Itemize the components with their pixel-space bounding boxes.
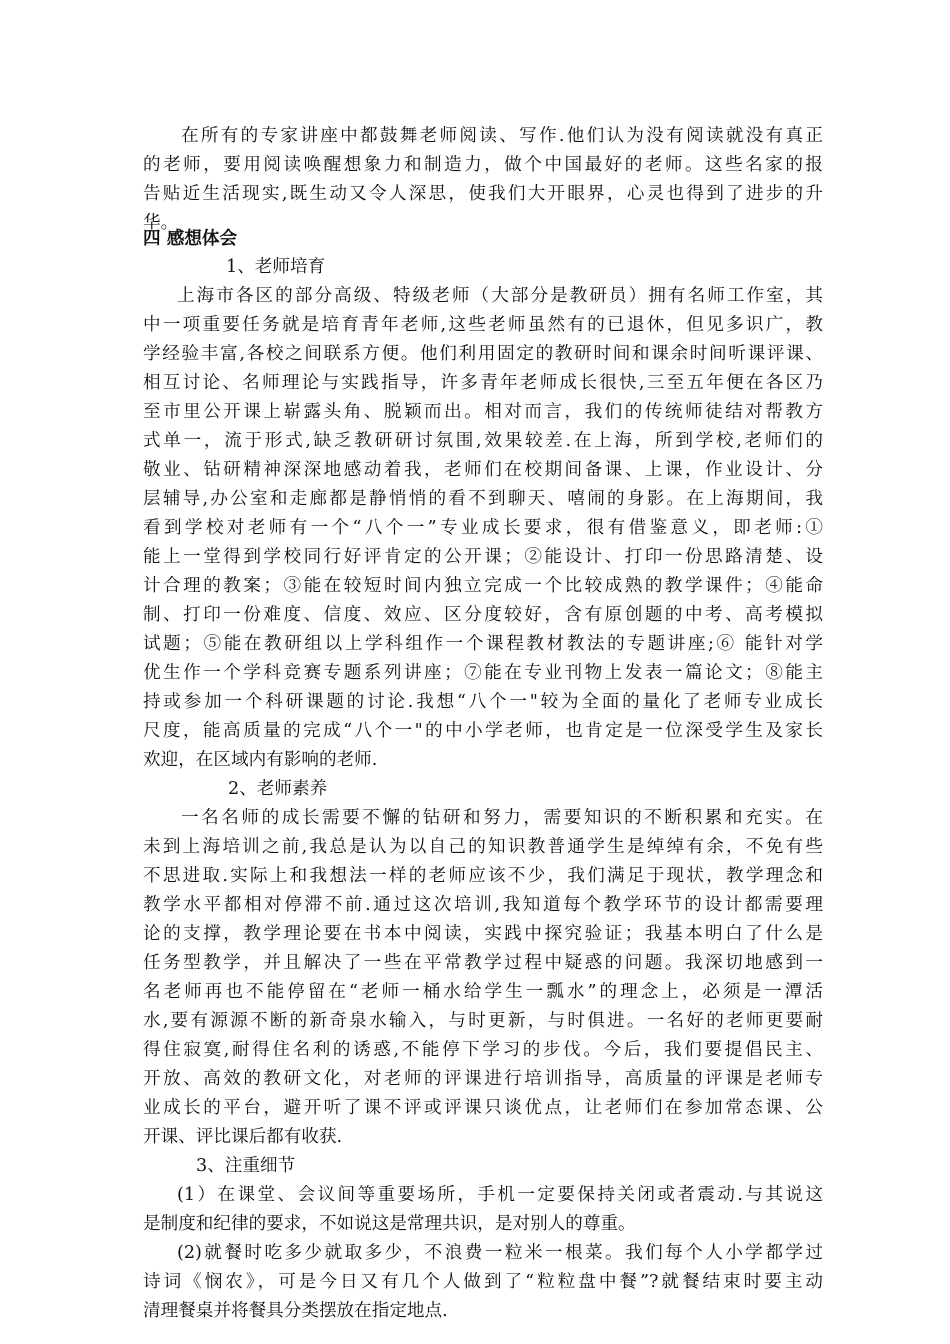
- text-line: 敬业、钻研精神深深地感动着我，老师们在校期间备课、上课，作业设计、分: [143, 460, 823, 480]
- text-line: 持或参加一个科研课题的讨论.我想“八个一"较为全面的量化了老师专业成长: [143, 692, 823, 712]
- text-line: 式单一，流于形式,缺乏教研研讨氛围,效果较差.在上海，所到学校,老师们的: [143, 431, 823, 451]
- text-line: 开放、高效的教研文化，对老师的评课进行培训指导，高质量的评课是老师专: [143, 1069, 823, 1089]
- text-line: 的老师，要用阅读唤醒想象力和制造力，做个中国最好的老师。这些名家的报: [143, 155, 823, 175]
- text-line: 华。: [143, 213, 179, 233]
- text-line: 学经验丰富,各校之间联系方便。他们利用固定的教研时间和课余时间听课评课、: [143, 344, 823, 364]
- subsection-title-2: 2、老师素养: [228, 779, 328, 799]
- text-line: 水,要有源源不断的新奇泉水输入，与时更新，与时俱进。一名好的老师更要耐: [143, 1011, 823, 1031]
- text-line: 能上一堂得到学校同行好评肯定的公开课；②能设计、打印一份思路清楚、设: [143, 547, 823, 567]
- text-line: 不思进取.实际上和我想法一样的老师应该不少，我们满足于现状，教学理念和: [143, 866, 823, 886]
- text-line: 试题；⑤能在教研组以上学科组作一个课程教材教法的专题讲座;⑥ 能针对学: [143, 634, 823, 654]
- text-line: 任务型教学，并且解决了一些在平常教学过程中疑惑的问题。我深切地感到一: [143, 953, 823, 973]
- text-line: (2)就餐时吃多少就取多少，不浪费一粒米一根菜。我们每个人小学都学过: [177, 1243, 823, 1263]
- subsection-title-1: 1、老师培育: [226, 257, 326, 277]
- text-line: 一名名师的成长需要不懈的钻研和努力，需要知识的不断积累和充实。在: [181, 808, 823, 828]
- text-line: 教学水平都相对停滞不前.通过这次培训,我知道每个教学环节的设计都需要理: [143, 895, 823, 915]
- text-line: 尺度，能高质量的完成“八个一"的中小学老师，也肯定是一位深受学生及家长: [143, 721, 823, 741]
- text-line: 在所有的专家讲座中都鼓舞老师阅读、写作.他们认为没有阅读就没有真正: [181, 126, 823, 146]
- subsection-title-3: 3、注重细节: [196, 1156, 296, 1176]
- text-line: (1）在课堂、会议间等重要场所，手机一定要保持关闭或者震动.与其说这: [177, 1185, 823, 1205]
- text-line: 欢迎，在区域内有影响的老师.: [143, 750, 378, 770]
- text-line: 告贴近生活现实,既生动又令人深思，使我们大开眼界，心灵也得到了进步的升: [143, 184, 823, 204]
- text-line: 看到学校对老师有一个“八个一”专业成长要求，很有借鉴意义，即老师:①: [143, 518, 823, 538]
- text-line: 论的支撑，教学理论要在书本中阅读，实践中探究验证；我基本明白了什么是: [143, 924, 823, 944]
- section-heading: 四 感想体会: [143, 229, 238, 249]
- text-line: 得住寂寞,耐得住名利的诱惑,不能停下学习的步伐。今后，我们要提倡民主、: [143, 1040, 823, 1060]
- text-line: 诗词《悯农》，可是今日又有几个人做到了“粒粒盘中餐”?就餐结束时要主动: [143, 1272, 823, 1292]
- text-line: 未到上海培训之前,我总是认为以自己的知识教普通学生是绰绰有余，不免有些: [143, 837, 823, 857]
- text-line: 名老师再也不能停留在“老师一桶水给学生一瓢水”的理念上，必须是一潭活: [143, 982, 823, 1002]
- text-line: 层辅导,办公室和走廊都是静悄悄的看不到聊天、嘻闹的身影。在上海期间，我: [143, 489, 823, 509]
- text-line: 业成长的平台，避开听了课不评或评课只谈优点，让老师们在参加常态课、公: [143, 1098, 823, 1118]
- text-line: 上海市各区的部分高级、特级老师（大部分是教研员）拥有名师工作室，其: [177, 286, 823, 306]
- text-line: 计合理的教案；③能在较短时间内独立完成一个比较成熟的教学课件；④能命: [143, 576, 823, 596]
- text-line: 优生作一个学科竞赛专题系列讲座；⑦能在专业刊物上发表一篇论文；⑧能主: [143, 663, 823, 683]
- text-line: 中一项重要任务就是培育青年老师,这些老师虽然有的已退休，但见多识广，教: [143, 315, 823, 335]
- text-line: 开课、评比课后都有收获.: [143, 1127, 343, 1147]
- text-line: 相互讨论、名师理论与实践指导，许多青年老师成长很快,三至五年便在各区乃: [143, 373, 823, 393]
- text-line: 是制度和纪律的要求，不如说这是常理共识，是对别人的尊重。: [143, 1214, 636, 1234]
- text-line: 制、打印一份难度、信度、效应、区分度较好，含有原创题的中考、高考模拟: [143, 605, 823, 625]
- text-line: 清理餐桌并将餐具分类摆放在指定地点.: [143, 1301, 448, 1321]
- text-line: 至市里公开课上崭露头角、脱颖而出。相对而言，我们的传统师徒结对帮教方: [143, 402, 823, 422]
